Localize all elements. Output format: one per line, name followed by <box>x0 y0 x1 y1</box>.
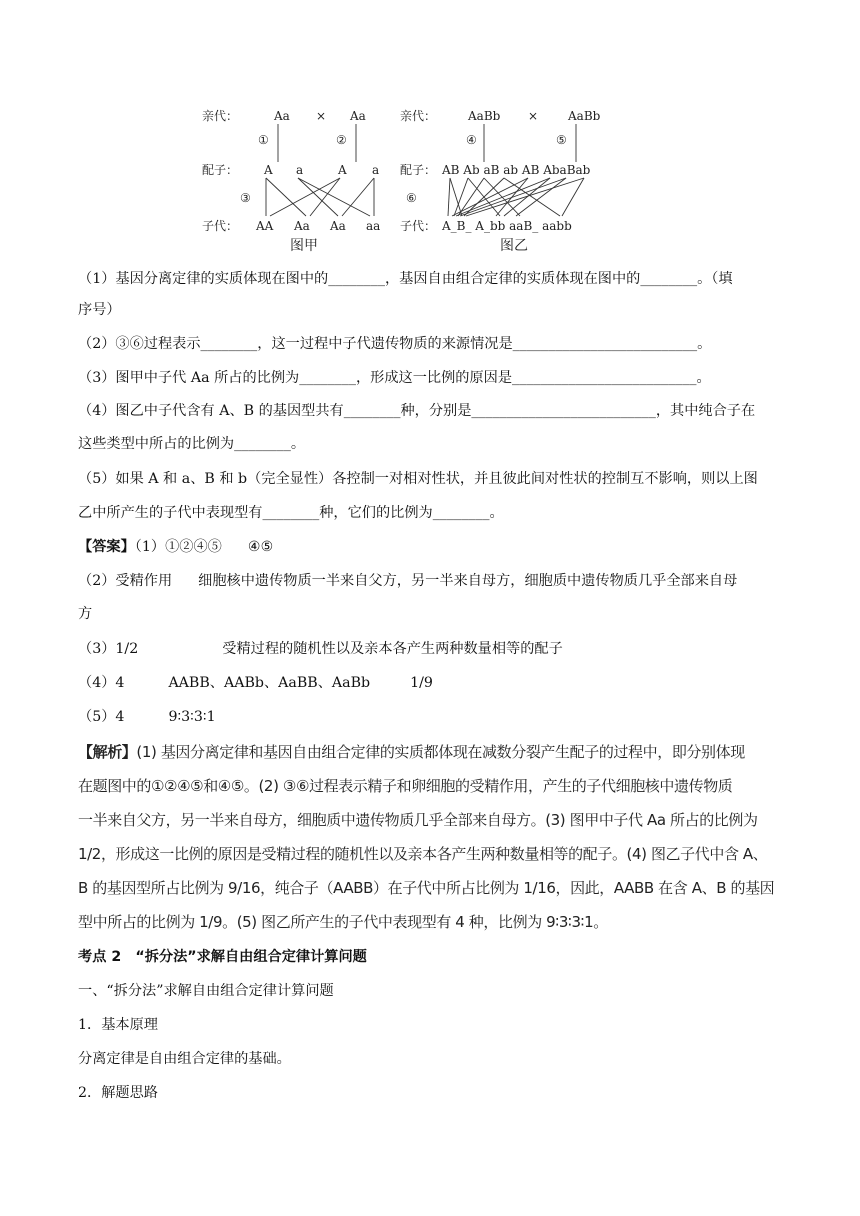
answer-1-value-1: ①②④⑤ <box>165 539 222 555</box>
right-parent-1: AaBb <box>468 109 501 123</box>
right-parent-label: 亲代： <box>400 109 437 123</box>
left-step-1: ① <box>258 133 269 147</box>
section-item-1-text: 分离定律是自由组合定律的基础。 <box>78 1051 291 1067</box>
right-gametes: AB Ab aB ab AB AbaBab <box>442 163 591 177</box>
left-caption: 图甲 <box>290 238 318 254</box>
answer-3-value-2: 受精过程的随机性以及亲本各产生两种数量相等的配子 <box>222 641 563 657</box>
right-offspring-label: 子代： <box>400 219 437 233</box>
left-offspring-label: 子代： <box>202 219 239 233</box>
right-step-6: ⑥ <box>406 191 417 205</box>
question-1-line-2: 序号） <box>78 302 121 318</box>
right-gamete-label: 配子： <box>400 163 437 177</box>
cross-diagram <box>200 98 640 258</box>
right-step-4: ④ <box>466 133 477 147</box>
answer-1-value-2: ④⑤ <box>247 539 274 555</box>
answer-4-value-2: AABB、AABb、AaBB、AaBb <box>168 675 371 691</box>
question-5-line-1: （5）如果 A 和 a、B 和 b（完全显性）各控制一对相对性状，并且彼此间对性状的控制互不影响，则以上图 <box>78 471 758 487</box>
question-2: （2）③⑥过程表示________，这一过程中子代遗传物质的来源情况是__________________________。 <box>78 336 712 352</box>
answer-5-value-2: 9∶3∶3∶1 <box>168 709 216 725</box>
left-offspring-1: AA <box>256 219 274 233</box>
answer-2-value-1: 受精作用 <box>115 573 173 589</box>
left-offspring-3: Aa <box>330 219 346 233</box>
question-3: （3）图甲中子代 Aa 所占的比例为________，形成这一比例的原因是__________________________。 <box>78 370 711 386</box>
right-step-5: ⑤ <box>556 133 567 147</box>
right-offspring: A_B_ A_bb aaB_ aabb <box>442 219 572 233</box>
answer-3-num: （3） <box>78 641 116 657</box>
section-item-2: 2．解题思路 <box>78 1085 158 1101</box>
question-1-line-1: （1）基因分离定律的实质体现在图中的________，基因自由组合定律的实质体现在图中的________。（填 <box>78 271 733 287</box>
answer-3 <box>78 638 798 660</box>
section-item-1: 1．基本原理 <box>78 1017 158 1033</box>
left-gamete-label: 配子： <box>202 163 239 177</box>
section-heading: 考点 2 “拆分法”求解自由组合定律计算问题 <box>78 949 367 965</box>
analysis-line-1 <box>78 741 798 763</box>
genetics-figure <box>200 98 640 258</box>
right-fertilization-lines <box>448 178 584 216</box>
answer-3-value-1: 1/2 <box>115 641 139 657</box>
left-offspring-4: aa <box>366 219 381 233</box>
answer-1 <box>78 536 798 558</box>
analysis-label: 【解析】 <box>78 743 137 761</box>
answer-2-num: （2） <box>78 573 116 589</box>
right-cross: × <box>528 109 539 123</box>
left-gamete-4: a <box>372 163 380 177</box>
analysis-text-1: (1) 基因分离定律和基因自由组合定律的实质都体现在减数分裂产生配子的过程中，即分别体现 <box>136 743 745 761</box>
left-parent-label: 亲代： <box>202 109 239 123</box>
left-gamete-2: a <box>296 163 304 177</box>
analysis-line-2: 在题图中的①②④⑤和④⑤。(2) ③⑥过程表示精子和卵细胞的受精作用，产生的子代细胞核中遗传物质 <box>78 777 733 795</box>
analysis-line-6: 型中所占的比例为 1/9。(5) 图乙所产生的子代中表现型有 4 种，比例为 9∶3∶3∶1。 <box>78 913 608 931</box>
answer-4-num: （4） <box>78 675 116 691</box>
answer-5-num: （5） <box>78 709 116 725</box>
right-parent-2: AaBb <box>568 109 601 123</box>
left-step-2: ② <box>336 133 347 147</box>
answer-4-value-1: 4 <box>115 675 125 691</box>
analysis-line-5: B 的基因型所占比例为 9/16，纯合子（AABB）在子代中所占比例为 1/16，因此，AABB 在含 A、B 的基因 <box>78 879 775 897</box>
left-gamete-1: A <box>264 163 273 177</box>
answer-1-num: （1） <box>134 539 166 555</box>
question-5-line-2: 乙中所产生的子代中表现型有________种，它们的比例为________。 <box>78 505 504 521</box>
left-parent-2: Aa <box>350 109 366 123</box>
answer-5-value-1: 4 <box>115 709 125 725</box>
analysis-line-3: 一半来自父方，另一半来自母方，细胞质中遗传物质几乎全部来自母方。(3) 图甲中子代 Aa 所占的比例为 <box>78 811 758 829</box>
section-subheading: 一、“拆分法”求解自由组合定律计算问题 <box>78 983 334 999</box>
answer-2-line-1 <box>78 570 798 592</box>
answer-2-value-2: 细胞核中遗传物质一半来自父方，另一半来自母方，细胞质中遗传物质几乎全部来自母 <box>198 573 738 589</box>
left-offspring-2: Aa <box>294 219 310 233</box>
answer-4-value-3: 1/9 <box>410 675 433 691</box>
answer-5 <box>78 706 798 728</box>
left-step-3: ③ <box>240 191 251 205</box>
analysis-line-4: 1/2，形成这一比例的原因是受精过程的随机性以及亲本各产生两种数量相等的配子。(4) 图乙子代中含 A、 <box>78 845 768 863</box>
answer-4 <box>78 672 798 694</box>
question-4-line-1: （4）图乙中子代含有 A、B 的基因型共有________种，分别是__________________________，其中纯合子在 <box>78 403 756 419</box>
left-fertilization-lines <box>266 178 374 216</box>
answer-label: 【答案】 <box>78 539 135 555</box>
left-cross: × <box>316 109 327 123</box>
left-parent-1: Aa <box>274 109 290 123</box>
answer-2-line-2: 方 <box>78 606 93 622</box>
left-gamete-3: A <box>338 163 347 177</box>
right-caption: 图乙 <box>500 238 528 254</box>
question-4-line-2: 这些类型中所占的比例为________。 <box>78 436 306 452</box>
